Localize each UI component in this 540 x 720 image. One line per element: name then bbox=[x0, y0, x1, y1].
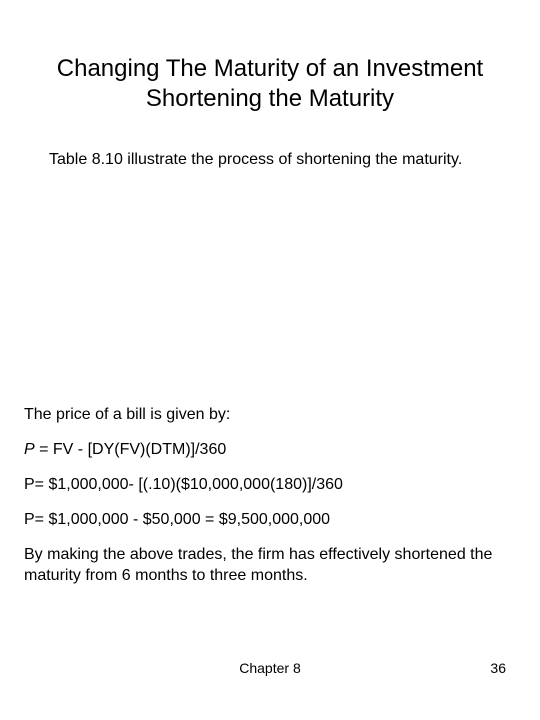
price-intro: The price of a bill is given by: bbox=[24, 406, 231, 423]
page-number: 36 bbox=[490, 660, 506, 676]
calculation-line-2: P= $1,000,000 - $50,000 = $9,500,000,000 bbox=[24, 511, 331, 528]
price-formula bbox=[24, 439, 524, 460]
slide-title bbox=[0, 54, 540, 114]
conclusion-text: By making the above trades, the firm has effectively shortened the maturity from 6 months to three months. bbox=[24, 546, 493, 584]
footer-chapter-label: Chapter 8 bbox=[239, 660, 301, 676]
slide-title-line-2: Shortening the Maturity bbox=[145, 85, 395, 112]
body-content bbox=[24, 404, 524, 586]
formula-expression: = FV - [DY(FV)(DTM)]/360 bbox=[34, 441, 227, 458]
formula-variable: P bbox=[24, 441, 35, 458]
intro-text: Table 8.10 illustrate the process of shortening the maturity. bbox=[49, 151, 463, 168]
calculation-line-1: P= $1,000,000- [(.10)($10,000,000(180)]/360 bbox=[24, 476, 343, 493]
slide-title-line-1: Changing The Maturity of an Investment bbox=[56, 55, 484, 82]
